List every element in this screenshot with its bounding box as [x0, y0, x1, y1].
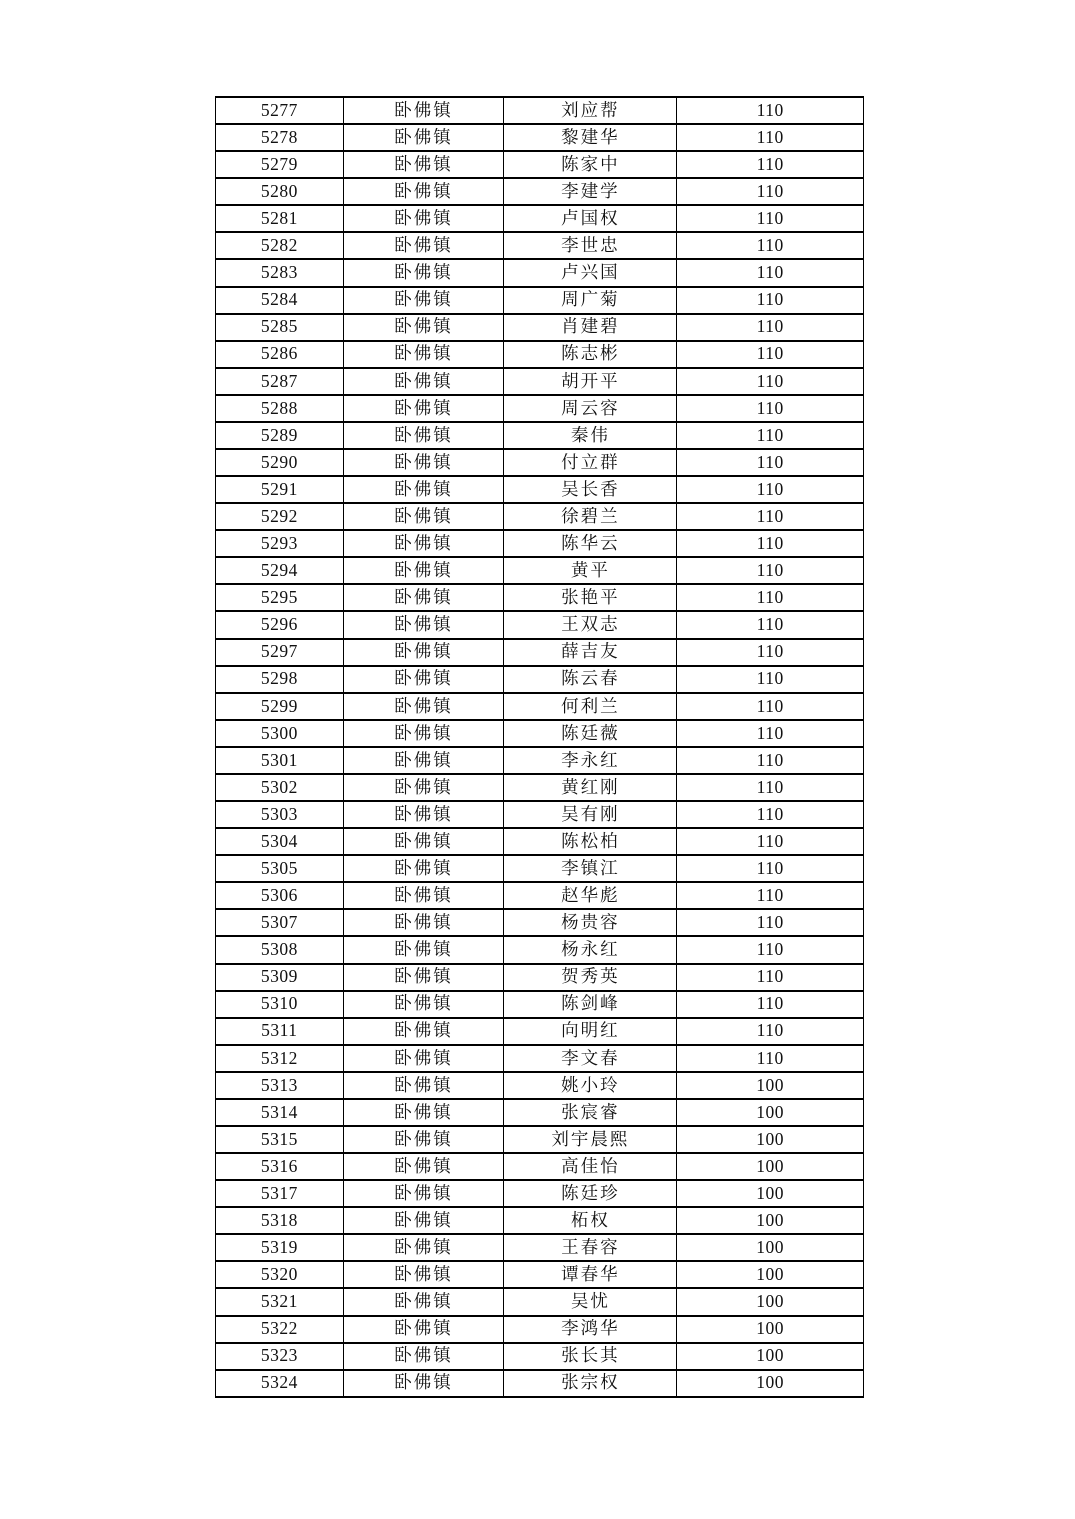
cell-serial: 5324 — [216, 1370, 344, 1397]
cell-score: 110 — [677, 503, 864, 530]
cell-town: 卧佛镇 — [343, 1288, 504, 1315]
table-row — [216, 1072, 864, 1099]
cell-serial: 5285 — [216, 314, 344, 341]
cell-name: 吴忧 — [504, 1288, 677, 1315]
cell-serial: 5293 — [216, 530, 344, 557]
cell-serial: 5317 — [216, 1180, 344, 1207]
cell-name: 周云容 — [504, 395, 677, 422]
cell-name: 何利兰 — [504, 693, 677, 720]
cell-score: 110 — [677, 936, 864, 963]
cell-name: 王双志 — [504, 611, 677, 638]
table-row — [216, 909, 864, 936]
cell-town: 卧佛镇 — [343, 1153, 504, 1180]
cell-serial: 5320 — [216, 1261, 344, 1288]
cell-serial: 5322 — [216, 1316, 344, 1343]
table-row — [216, 124, 864, 151]
cell-town: 卧佛镇 — [343, 205, 504, 232]
cell-name: 姚小玲 — [504, 1072, 677, 1099]
cell-score: 110 — [677, 97, 864, 124]
cell-town: 卧佛镇 — [343, 1180, 504, 1207]
cell-town: 卧佛镇 — [343, 909, 504, 936]
cell-score: 110 — [677, 124, 864, 151]
cell-town: 卧佛镇 — [343, 991, 504, 1018]
cell-name: 陈松柏 — [504, 828, 677, 855]
cell-name: 李鸿华 — [504, 1316, 677, 1343]
cell-name: 陈云春 — [504, 666, 677, 693]
cell-serial: 5279 — [216, 151, 344, 178]
cell-town: 卧佛镇 — [343, 855, 504, 882]
cell-score: 110 — [677, 720, 864, 747]
table-row — [216, 1018, 864, 1045]
cell-town: 卧佛镇 — [343, 259, 504, 286]
cell-score: 100 — [677, 1207, 864, 1234]
cell-town: 卧佛镇 — [343, 314, 504, 341]
cell-name: 向明红 — [504, 1018, 677, 1045]
cell-score: 100 — [677, 1343, 864, 1370]
cell-name: 陈华云 — [504, 530, 677, 557]
cell-score: 100 — [677, 1099, 864, 1126]
cell-score: 110 — [677, 259, 864, 286]
table-row — [216, 314, 864, 341]
cell-town: 卧佛镇 — [343, 1316, 504, 1343]
cell-town: 卧佛镇 — [343, 422, 504, 449]
cell-score: 110 — [677, 964, 864, 991]
cell-score: 110 — [677, 693, 864, 720]
cell-name: 陈剑峰 — [504, 991, 677, 1018]
table-row — [216, 720, 864, 747]
cell-name: 李建学 — [504, 178, 677, 205]
cell-serial: 5278 — [216, 124, 344, 151]
cell-town: 卧佛镇 — [343, 1343, 504, 1370]
table-row — [216, 1234, 864, 1261]
table-row — [216, 232, 864, 259]
table-row — [216, 287, 864, 314]
cell-serial: 5294 — [216, 557, 344, 584]
cell-town: 卧佛镇 — [343, 639, 504, 666]
table-row — [216, 476, 864, 503]
cell-score: 110 — [677, 151, 864, 178]
cell-town: 卧佛镇 — [343, 368, 504, 395]
cell-name: 黄平 — [504, 557, 677, 584]
cell-serial: 5305 — [216, 855, 344, 882]
cell-town: 卧佛镇 — [343, 395, 504, 422]
table-row — [216, 178, 864, 205]
cell-score: 100 — [677, 1261, 864, 1288]
cell-serial: 5304 — [216, 828, 344, 855]
cell-score: 100 — [677, 1288, 864, 1315]
cell-town: 卧佛镇 — [343, 530, 504, 557]
cell-serial: 5290 — [216, 449, 344, 476]
table-row — [216, 557, 864, 584]
cell-score: 110 — [677, 314, 864, 341]
cell-name: 杨永红 — [504, 936, 677, 963]
cell-name: 吴长香 — [504, 476, 677, 503]
table-row — [216, 828, 864, 855]
cell-town: 卧佛镇 — [343, 964, 504, 991]
cell-serial: 5301 — [216, 747, 344, 774]
table-row — [216, 205, 864, 232]
cell-score: 110 — [677, 639, 864, 666]
cell-name: 张宗权 — [504, 1370, 677, 1397]
cell-serial: 5282 — [216, 232, 344, 259]
cell-name: 肖建碧 — [504, 314, 677, 341]
table-row — [216, 1288, 864, 1315]
cell-score: 110 — [677, 584, 864, 611]
cell-score: 110 — [677, 205, 864, 232]
cell-score: 110 — [677, 178, 864, 205]
table-row — [216, 964, 864, 991]
cell-score: 100 — [677, 1234, 864, 1261]
cell-town: 卧佛镇 — [343, 1261, 504, 1288]
table-row — [216, 1207, 864, 1234]
cell-score: 100 — [677, 1180, 864, 1207]
table-row — [216, 1370, 864, 1397]
cell-score: 110 — [677, 828, 864, 855]
cell-name: 张长其 — [504, 1343, 677, 1370]
cell-town: 卧佛镇 — [343, 1045, 504, 1072]
table-row — [216, 1261, 864, 1288]
cell-score: 110 — [677, 530, 864, 557]
cell-town: 卧佛镇 — [343, 1018, 504, 1045]
cell-name: 陈廷薇 — [504, 720, 677, 747]
cell-name: 贺秀英 — [504, 964, 677, 991]
cell-score: 110 — [677, 1045, 864, 1072]
cell-town: 卧佛镇 — [343, 828, 504, 855]
cell-name: 杨贵容 — [504, 909, 677, 936]
table-row — [216, 1153, 864, 1180]
cell-town: 卧佛镇 — [343, 936, 504, 963]
cell-serial: 5289 — [216, 422, 344, 449]
cell-score: 100 — [677, 1153, 864, 1180]
cell-score: 100 — [677, 1370, 864, 1397]
table-row — [216, 368, 864, 395]
cell-score: 110 — [677, 449, 864, 476]
table-row — [216, 584, 864, 611]
cell-serial: 5298 — [216, 666, 344, 693]
cell-name: 李镇江 — [504, 855, 677, 882]
cell-name: 胡开平 — [504, 368, 677, 395]
cell-name: 张宸睿 — [504, 1099, 677, 1126]
cell-name: 赵华彪 — [504, 882, 677, 909]
cell-score: 110 — [677, 341, 864, 368]
cell-name: 徐碧兰 — [504, 503, 677, 530]
table-row — [216, 97, 864, 124]
cell-score: 110 — [677, 774, 864, 801]
cell-serial: 5311 — [216, 1018, 344, 1045]
cell-serial: 5288 — [216, 395, 344, 422]
cell-score: 110 — [677, 1018, 864, 1045]
table-row — [216, 855, 864, 882]
cell-serial: 5291 — [216, 476, 344, 503]
cell-score: 110 — [677, 991, 864, 1018]
cell-serial: 5314 — [216, 1099, 344, 1126]
cell-town: 卧佛镇 — [343, 774, 504, 801]
cell-score: 110 — [677, 557, 864, 584]
cell-town: 卧佛镇 — [343, 1099, 504, 1126]
table-row — [216, 801, 864, 828]
cell-serial: 5310 — [216, 991, 344, 1018]
table-row — [216, 611, 864, 638]
cell-serial: 5312 — [216, 1045, 344, 1072]
table-row — [216, 747, 864, 774]
cell-name: 李永红 — [504, 747, 677, 774]
cell-name: 张艳平 — [504, 584, 677, 611]
cell-name: 黄红刚 — [504, 774, 677, 801]
cell-score: 100 — [677, 1072, 864, 1099]
cell-score: 110 — [677, 422, 864, 449]
cell-score: 110 — [677, 368, 864, 395]
cell-score: 110 — [677, 611, 864, 638]
cell-serial: 5299 — [216, 693, 344, 720]
cell-score: 110 — [677, 855, 864, 882]
table-row — [216, 1045, 864, 1072]
cell-town: 卧佛镇 — [343, 666, 504, 693]
cell-score: 110 — [677, 909, 864, 936]
table-row — [216, 639, 864, 666]
cell-serial: 5318 — [216, 1207, 344, 1234]
cell-town: 卧佛镇 — [343, 557, 504, 584]
cell-town: 卧佛镇 — [343, 476, 504, 503]
cell-serial: 5303 — [216, 801, 344, 828]
cell-serial: 5283 — [216, 259, 344, 286]
table-row — [216, 449, 864, 476]
table-row — [216, 1343, 864, 1370]
cell-score: 110 — [677, 801, 864, 828]
table-row — [216, 395, 864, 422]
cell-name: 吴有刚 — [504, 801, 677, 828]
table-row — [216, 1126, 864, 1153]
cell-serial: 5316 — [216, 1153, 344, 1180]
cell-serial: 5296 — [216, 611, 344, 638]
cell-serial: 5302 — [216, 774, 344, 801]
cell-name: 付立群 — [504, 449, 677, 476]
cell-town: 卧佛镇 — [343, 97, 504, 124]
cell-serial: 5300 — [216, 720, 344, 747]
cell-town: 卧佛镇 — [343, 1370, 504, 1397]
cell-town: 卧佛镇 — [343, 1207, 504, 1234]
cell-name: 卢兴国 — [504, 259, 677, 286]
cell-town: 卧佛镇 — [343, 720, 504, 747]
cell-name: 黎建华 — [504, 124, 677, 151]
cell-name: 秦伟 — [504, 422, 677, 449]
cell-serial: 5319 — [216, 1234, 344, 1261]
cell-score: 110 — [677, 476, 864, 503]
cell-serial: 5309 — [216, 964, 344, 991]
table-row — [216, 1099, 864, 1126]
table-row — [216, 693, 864, 720]
cell-score: 110 — [677, 287, 864, 314]
cell-score: 110 — [677, 882, 864, 909]
table-row — [216, 936, 864, 963]
cell-town: 卧佛镇 — [343, 1126, 504, 1153]
cell-name: 李世忠 — [504, 232, 677, 259]
table-row — [216, 530, 864, 557]
cell-serial: 5277 — [216, 97, 344, 124]
cell-town: 卧佛镇 — [343, 503, 504, 530]
cell-name: 谭春华 — [504, 1261, 677, 1288]
table-row — [216, 341, 864, 368]
cell-town: 卧佛镇 — [343, 693, 504, 720]
cell-town: 卧佛镇 — [343, 611, 504, 638]
cell-town: 卧佛镇 — [343, 232, 504, 259]
table-row — [216, 1180, 864, 1207]
cell-town: 卧佛镇 — [343, 801, 504, 828]
cell-serial: 5287 — [216, 368, 344, 395]
cell-score: 110 — [677, 232, 864, 259]
table-row — [216, 666, 864, 693]
cell-score: 110 — [677, 395, 864, 422]
cell-serial: 5321 — [216, 1288, 344, 1315]
cell-name: 高佳怡 — [504, 1153, 677, 1180]
cell-serial: 5323 — [216, 1343, 344, 1370]
cell-town: 卧佛镇 — [343, 341, 504, 368]
cell-town: 卧佛镇 — [343, 584, 504, 611]
cell-name: 陈志彬 — [504, 341, 677, 368]
cell-town: 卧佛镇 — [343, 449, 504, 476]
cell-name: 陈家中 — [504, 151, 677, 178]
cell-town: 卧佛镇 — [343, 178, 504, 205]
cell-town: 卧佛镇 — [343, 287, 504, 314]
cell-name: 陈廷珍 — [504, 1180, 677, 1207]
cell-town: 卧佛镇 — [343, 1234, 504, 1261]
cell-name: 卢国权 — [504, 205, 677, 232]
cell-serial: 5306 — [216, 882, 344, 909]
cell-name: 王春容 — [504, 1234, 677, 1261]
cell-town: 卧佛镇 — [343, 151, 504, 178]
table-row — [216, 882, 864, 909]
table-row — [216, 991, 864, 1018]
cell-serial: 5284 — [216, 287, 344, 314]
roster-table — [215, 96, 864, 1398]
table-row — [216, 259, 864, 286]
cell-name: 李文春 — [504, 1045, 677, 1072]
cell-score: 100 — [677, 1316, 864, 1343]
cell-serial: 5297 — [216, 639, 344, 666]
cell-serial: 5286 — [216, 341, 344, 368]
cell-name: 周广菊 — [504, 287, 677, 314]
cell-name: 薛吉友 — [504, 639, 677, 666]
cell-serial: 5315 — [216, 1126, 344, 1153]
cell-score: 100 — [677, 1126, 864, 1153]
cell-town: 卧佛镇 — [343, 124, 504, 151]
cell-serial: 5281 — [216, 205, 344, 232]
cell-serial: 5307 — [216, 909, 344, 936]
cell-serial: 5308 — [216, 936, 344, 963]
cell-serial: 5313 — [216, 1072, 344, 1099]
cell-town: 卧佛镇 — [343, 882, 504, 909]
cell-name: 刘宇晨熙 — [504, 1126, 677, 1153]
cell-name: 刘应帮 — [504, 97, 677, 124]
table-row — [216, 774, 864, 801]
cell-serial: 5295 — [216, 584, 344, 611]
cell-serial: 5280 — [216, 178, 344, 205]
table-row — [216, 422, 864, 449]
cell-serial: 5292 — [216, 503, 344, 530]
roster-table-body — [216, 97, 864, 1397]
cell-town: 卧佛镇 — [343, 747, 504, 774]
cell-town: 卧佛镇 — [343, 1072, 504, 1099]
cell-score: 110 — [677, 747, 864, 774]
cell-name: 柘权 — [504, 1207, 677, 1234]
table-row — [216, 503, 864, 530]
cell-score: 110 — [677, 666, 864, 693]
table-row — [216, 151, 864, 178]
table-row — [216, 1316, 864, 1343]
